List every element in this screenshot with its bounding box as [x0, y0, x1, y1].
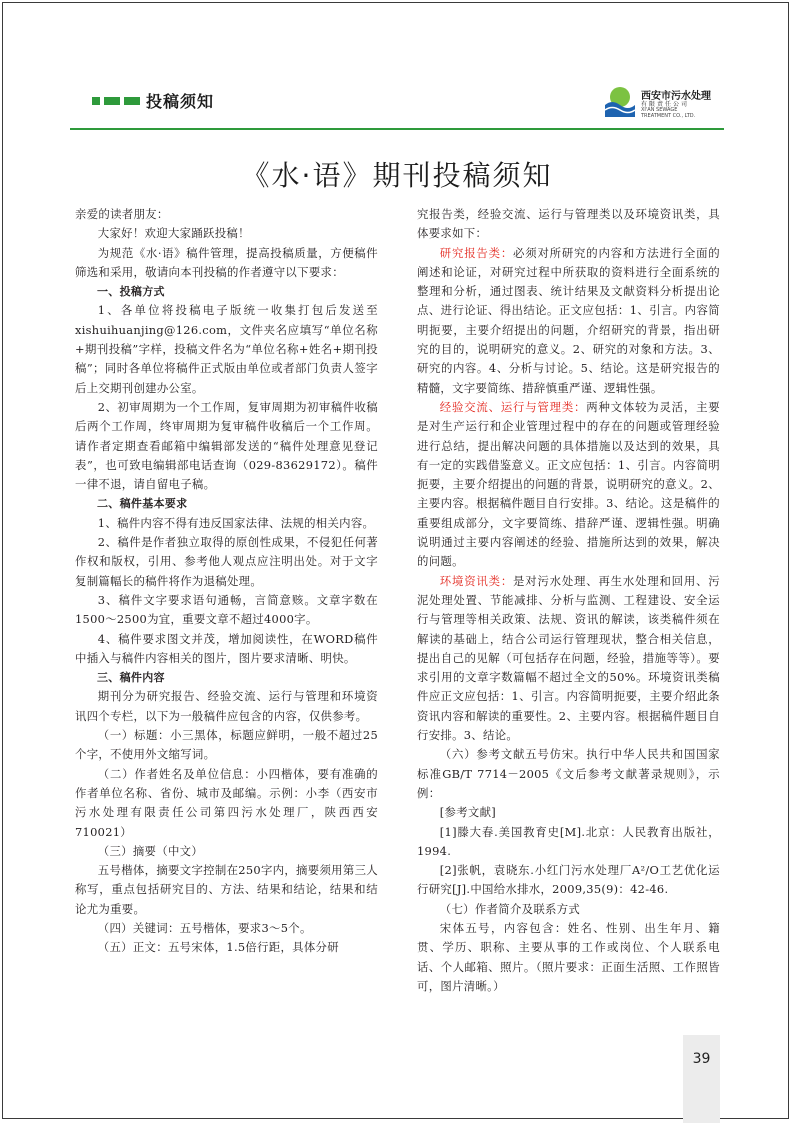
paragraph: 4、稿件要求图文并茂，增加阅读性，在WORD稿件中插入与稿件内容相关的图片，图片要求清晰、明快。: [75, 631, 378, 665]
section-heading: 三、稿件内容: [97, 671, 165, 685]
paragraph: 3、稿件文字要求语句通畅，言简意赅。文章字数在1500～2500为宜，重要文章不超过4000字。: [75, 592, 378, 627]
refs-label: [参考文献]: [439, 805, 497, 820]
paragraph: 期刊分为研究报告、经验交流、运行与管理和环境资讯四个专栏，以下为一般稿件应包含的内容，仅供参考。: [75, 689, 378, 723]
paragraph: （二）作者姓名及单位信息：小四楷体，要有准确的作者单位名称、省份、城市及邮编。示例：小李（西安市污水处理有限责任公司第四污水处理厂，陕西西安710021）: [75, 766, 378, 839]
paragraph: （四）关键词：五号楷体，要求3～5个。: [97, 920, 312, 935]
paragraph-env: 环境资讯类：是对污水处理、再生水处理和回用、污泥处理处置、节能减排、分析与监测、工程建设、安全运行与管理等相关政策、法规、资讯的解读，该类稿件须在解读的基础上，结合公司运行管理现状，整合相关信息，提出自己的见解（可包括存在问题，经验，措施等等）。要求引用的文章字数篇幅不超过全文的50%。环境资讯类稿件应正文应包括：1、引言。内容简明扼要，主要介绍此条资讯内容和解读的重要性。2、主要内容。根据稿件题目自行安排。3、结论。: [417, 573, 720, 743]
paragraph: （一）标题：小三黑体，标题应鲜明，一般不超过25个字，不使用外文缩写词。: [75, 728, 378, 762]
paragraph: （三）摘要（中文）: [97, 843, 204, 858]
paragraph: （六）参考文献五号仿宋。执行中华人民共和国国家标准GB/T 7714－2005《文后参考文献著录规则》，示例：: [417, 747, 720, 800]
wave-water-icon: [603, 85, 637, 119]
paragraph: （五）正文：五号宋体，1.5倍行距，具体分研: [97, 940, 339, 955]
paragraph-exchange: 经验交流、运行与管理类：两种文体较为灵活，主要是对生产运行和企业管理过程中的存在的问题或管理经验进行总结，提出解决问题的具体措施以及达到的效果，具有一定的实践借鉴意义。正文应包括：1、引言。内容简明扼要，主要介绍提出的问题的背景，说明研究的意义。2、主要内容。根据稿件题目自行安排。3、结论。这是稿件的重要组成部分，文字要简练、措辞严谨、逻辑性强。明确说明通过主要内容阐述的经验、措施所达到的效果，解决的问题。: [417, 399, 720, 569]
reference-item: [1]滕大春.美国教育史[M].北京：人民教育出版社，1994.: [417, 824, 720, 858]
paragraph: 2、稿件是作者独立取得的原创性成果，不侵犯任何著作权和版权，引用、参考他人观点应注明出处。对于文字复制篇幅长的稿件将作为退稿处理。: [75, 535, 378, 588]
page-title: 《水·语》期刊投稿须知: [241, 159, 553, 192]
paragraph: 五号楷体，摘要文字控制在250字内，摘要须用第三人称写，重点包括研究目的、方法、结果和结论，结果和结论尤为重要。: [75, 863, 378, 916]
company-logo: [603, 85, 721, 121]
page-number: 39: [692, 1051, 711, 1067]
header-decoration: [92, 97, 140, 105]
logo-name-en-2: TREATMENT CO., LTD.: [641, 113, 696, 119]
paragraph: 为规范《水·语》稿件管理，提高投稿质量，方便稿件筛选和采用，敬请向本刊投稿的作者遵守以下要求：: [75, 245, 378, 279]
logo-sub-cn: 有限责任公司: [641, 101, 690, 108]
logo-name-cn: 西安市污水处理: [641, 91, 711, 102]
left-column: [75, 205, 378, 958]
header-rule: [70, 128, 724, 130]
section-title: 投稿须知: [146, 92, 215, 111]
section-heading: 一、投稿方式: [97, 285, 165, 299]
paragraph: 1、各单位将投稿电子版统一收集打包后发送至xishuihuanjing@126.com，文件夹名应填写“单位名称+期刊投稿”字样，投稿文件名为“单位名称+姓名+期刊投稿”；同时各单位将稿件正式版由单位或者部门负责人签字后上交期刊创建办公室。: [75, 303, 378, 395]
paragraph: 2、初审周期为一个工作周，复审周期为初审稿件收稿后两个工作周，终审周期为复审稿件收稿后一个工作周。请作者定期查看邮箱中编辑部发送的“稿件处理意见登记表”，也可致电编辑部电话查询（029-83629172）。稿件一律不退，请自留电子稿。: [75, 399, 378, 492]
reference-item: [2]张帆，袁晓东.小红门污水处理厂A²/O工艺优化运行研究[J].中国给水排水，2009,35(9)：42-46.: [417, 863, 720, 897]
paragraph: 大家好！欢迎大家踊跃投稿！: [97, 226, 250, 241]
paragraph: 究报告类，经验交流、运行与管理类以及环境资讯类，具体要求如下：: [417, 207, 720, 241]
exchange-label: 经验交流、运行与管理类：: [439, 399, 587, 414]
research-label: 研究报告类：: [439, 245, 514, 260]
right-column: [417, 205, 720, 996]
page-number-box: [683, 1035, 720, 1123]
paragraph: 宋体五号，内容包含：姓名、性别、出生年月、籍贯、学历、职称、主要从事的工作或岗位、个人联系电话、个人邮箱、照片。（照片要求：正面生活照、工作照皆可，图片清晰。）: [417, 920, 720, 993]
paragraph-research: 研究报告类：必须对所研究的内容和方法进行全面的阐述和论证，对研究过程中所获取的资料进行全面系统的整理和分析，通过图表、统计结果及文献资料分析提出论点、进行论证、得出结论。正文应包括：1、引言。内容简明扼要，主要介绍提出的问题，介绍研究的背景，指出研究的目的，说明研究的意义。2、研究的对象和方法。3、研究的内容。4、分析与讨论。5、结论。这是研究报告的精髓，文字要简练、措辞慎重严谨、逻辑性强。: [417, 245, 720, 395]
section-heading: 二、稿件基本要求: [97, 497, 188, 511]
paragraph: 1、稿件内容不得有违反国家法律、法规的相关内容。: [97, 515, 375, 530]
logo-name-en: XI'AN SEWAGE: [641, 107, 678, 113]
paragraph: （七）作者简介及联系方式: [439, 901, 581, 916]
salutation: 亲爱的读者朋友：: [75, 207, 169, 221]
env-label: 环境资讯类：: [439, 573, 514, 588]
